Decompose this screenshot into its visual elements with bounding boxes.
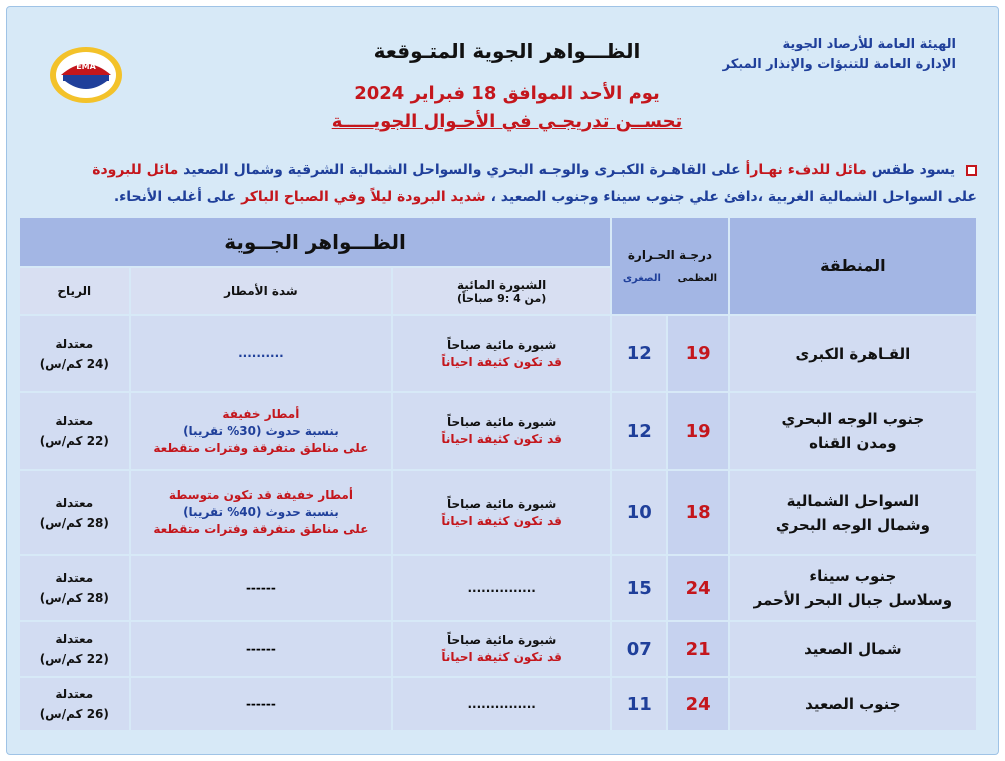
wind-cell: معتدلة (22 كم/س)	[20, 622, 129, 676]
weather-table	[18, 216, 978, 732]
header-rain: شدة الأمطار	[131, 268, 392, 314]
checkbox-bullet-icon	[966, 165, 977, 176]
temp-min-cell: 15	[612, 556, 666, 620]
ema-logo	[47, 45, 125, 105]
table-row	[20, 393, 976, 469]
org-line-2: الإدارة العامة للتنبؤات والإنذار المبكر	[722, 57, 956, 72]
region-cell: جنوب الوجه البحري ومدن القناه	[730, 393, 976, 469]
fog-cell: ...............	[393, 678, 610, 730]
temp-max-cell: 24	[668, 678, 727, 730]
region-cell: شمال الصعيد	[730, 622, 976, 676]
temp-min-cell: 10	[612, 471, 666, 554]
header-fog	[393, 268, 610, 314]
rain-cell: ------	[131, 622, 392, 676]
rain-cell: ..........	[131, 316, 392, 391]
org-line-1: الهيئة العامة للأرصاد الجوية	[782, 37, 956, 52]
temp-min-cell: 11	[612, 678, 666, 730]
wind-cell: معتدلة (28 كم/س)	[20, 471, 129, 554]
temp-max-cell: 18	[668, 471, 727, 554]
region-cell: جنوب الصعيد	[730, 678, 976, 730]
page-title: الظـــواهر الجوية المتـوقعة	[373, 39, 641, 63]
forecast-subtitle: تحســن تدريجـي في الأحـوال الجويـــــة	[331, 111, 683, 132]
fog-time: (من 4 :9 صباحاً)	[457, 291, 547, 305]
temp-max-cell: 19	[668, 316, 727, 391]
header-region: المنطقة	[730, 218, 976, 314]
forecast-summary	[67, 157, 977, 211]
region-cell: جنوب سيناء وسلاسل جبال البحر الأحمر	[730, 556, 976, 620]
fog-label: الشبورة المائية	[457, 277, 547, 292]
summary-part-5: على السواحل الشمالية الغربية ،دافئ علي جنوب سيناء وجنوب الصعيد ،	[490, 189, 977, 205]
temp-max-label: العظمى	[677, 273, 718, 284]
summary-part-1: يسود طقس	[871, 162, 956, 178]
temp-title: درجـة الحـرارة	[627, 248, 713, 262]
temp-min-cell: 07	[612, 622, 666, 676]
fog-cell: شبورة مائية صباحاً قد تكون كثيفة احياناً	[393, 393, 610, 469]
temp-max-cell: 21	[668, 622, 727, 676]
header-temperature	[612, 218, 728, 314]
fog-cell: شبورة مائية صباحاً قد تكون كثيفة احياناً	[393, 622, 610, 676]
temp-min-cell: 12	[612, 393, 666, 469]
rain-cell: ------	[131, 678, 392, 730]
temp-min-label: الصغرى	[622, 273, 661, 284]
table-row	[20, 556, 976, 620]
table-row	[20, 316, 976, 391]
header-phenomena: الظـــواهر الجــوية	[20, 218, 610, 266]
header-wind: الرياح	[20, 268, 129, 314]
forecast-date: يوم الأحد الموافق 18 فبراير 2024	[354, 83, 660, 104]
summary-part-2: مائل للدفء نهـارأ	[745, 162, 867, 178]
temp-max-cell: 24	[668, 556, 727, 620]
wind-cell: معتدلة (24 كم/س)	[20, 316, 129, 391]
rain-cell: أمطار خفيفة بنسبة حدوث (30% تقريبا) على مناطق متفرقة وفترات متقطعة	[131, 393, 392, 469]
summary-part-3: على القاهـرة الكبـرى والوجـه البحري والسواحل الشمالية الشرقية وشمال الصعيد	[183, 162, 741, 178]
temp-max-cell: 19	[668, 393, 727, 469]
region-cell: السواحل الشمالية وشمال الوجه البحري	[730, 471, 976, 554]
fog-cell: شبورة مائية صباحاً قد تكون كثيفة احياناً	[393, 471, 610, 554]
wind-cell: معتدلة (26 كم/س)	[20, 678, 129, 730]
temp-min-cell: 12	[612, 316, 666, 391]
table-row	[20, 678, 976, 730]
fog-cell: ...............	[393, 556, 610, 620]
summary-part-6: شديد البرودة ليلاً وفي الصباح الباكر	[241, 189, 486, 205]
svg-text:EMA: EMA	[76, 62, 96, 71]
table-row	[20, 471, 976, 554]
table-row	[20, 622, 976, 676]
wind-cell: معتدلة (22 كم/س)	[20, 393, 129, 469]
wind-cell: معتدلة (28 كم/س)	[20, 556, 129, 620]
rain-cell: ------	[131, 556, 392, 620]
region-cell: القـاهرة الكبرى	[730, 316, 976, 391]
fog-cell: شبورة مائية صباحاً قد تكون كثيفة احياناً	[393, 316, 610, 391]
summary-part-7: على أغلب الأنحاء.	[113, 189, 237, 205]
summary-part-4: مائل للبرودة	[92, 162, 179, 178]
rain-cell: أمطار خفيفة قد تكون متوسطة بنسبة حدوث (40% تقريبا) على مناطق متفرقة وفترات متقطعة	[131, 471, 392, 554]
